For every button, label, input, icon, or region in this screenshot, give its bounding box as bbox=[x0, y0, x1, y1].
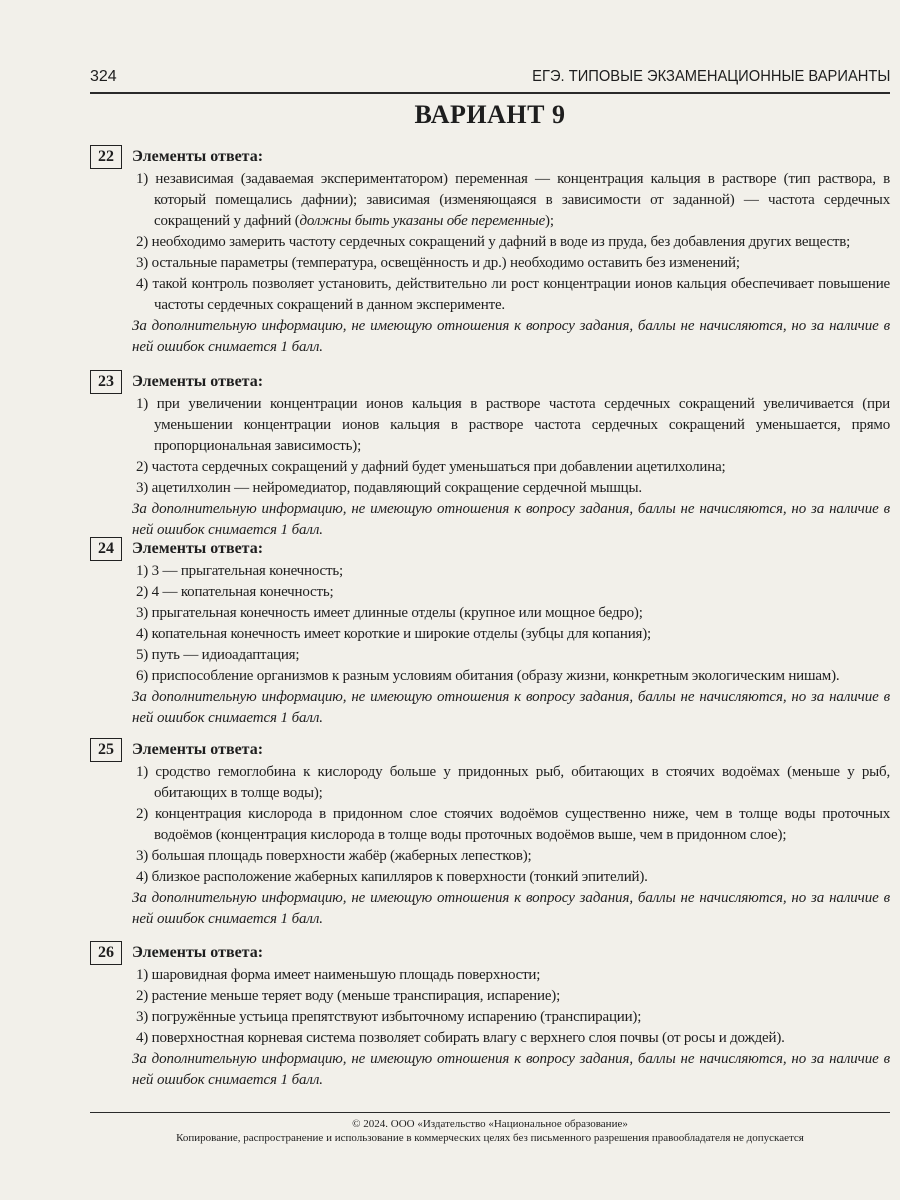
answer-section-25 bbox=[90, 738, 890, 930]
list-item: 2) частота сердечных сокращений у дафний будет уменьшаться при добавлении ацетилхолина; bbox=[136, 459, 726, 475]
list-item: 3) большая площадь поверхности жабёр (жаберных лепестков); bbox=[136, 848, 532, 864]
list-item: 1) при увеличении концентрации ионов кальция в растворе частота сердечных сокращений увеличивается (при уменьшении концентрации ионов кальция в растворе частота сердечных сокращений уменьшается, прямо пропорциональная зависимость); bbox=[136, 396, 890, 454]
copy-notice: Копирование, распространение и использование в коммерческих целях без письменного разрешения правообладателя не допускается bbox=[176, 1132, 804, 1144]
list-item: 1) сродство гемоглобина к кислороду больше у придонных рыб, обитающих в стоячих водоёмах (меньше у рыб, обитающих в толще воды); bbox=[136, 764, 890, 801]
answer-section-24 bbox=[90, 537, 890, 729]
list-item: 2) растение меньше теряет воду (меньше транспирация, испарение); bbox=[136, 988, 561, 1004]
scoring-note: За дополнительную информацию, не имеющую отношения к вопросу задания, баллы не начисляются, но за наличие в ней ошибок снимается 1 балл. bbox=[132, 890, 890, 927]
list-item: 4) копательная конечность имеет короткие и широкие отделы (зубцы для копания); bbox=[136, 626, 652, 642]
variant-title: ВАРИАНТ 9 bbox=[414, 100, 566, 129]
list-item: 4) поверхностная корневая система позволяет собирать влагу с верхнего слоя почвы (от росы и дождей). bbox=[136, 1030, 785, 1046]
list-item: 4) близкое расположение жаберных капилляров к поверхности (тонкий эпителий). bbox=[136, 869, 648, 885]
list-item: 4) такой контроль позволяет установить, действительно ли рост концентрации ионов кальция обеспечивает повышение частоты сердечных сокращений в данном эксперименте. bbox=[136, 276, 890, 313]
section-heading: Элементы ответа: bbox=[132, 540, 264, 557]
answer-section-26 bbox=[90, 941, 890, 1091]
list-item: 3) ацетилхолин — нейромедиатор, подавляющий сокращение сердечной мышцы. bbox=[136, 480, 642, 496]
list-item: 3) прыгательная конечность имеет длинные отделы (крупное или мощное бедро); bbox=[136, 605, 643, 621]
answer-section-22 bbox=[90, 145, 890, 358]
section-heading: Элементы ответа: bbox=[132, 741, 264, 758]
list-item: 5) путь — идиоадаптация; bbox=[136, 647, 300, 663]
running-header bbox=[90, 66, 890, 94]
list-item: 1) независимая (задаваемая экспериментатором) переменная — концентрация кальция в растворе (тип раствора, в который помещались дафнии); зависимая (изменяющаяся в зависимости от заданной) — частота сердечных сокращений у дафний (должны быть указаны обе переменные); bbox=[136, 171, 890, 229]
scoring-note: За дополнительную информацию, не имеющую отношения к вопросу задания, баллы не начисляются, но за наличие в ней ошибок снимается 1 балл. bbox=[132, 501, 890, 538]
list-item: 2) 4 — копательная конечность; bbox=[136, 584, 334, 600]
task-number: 23 bbox=[90, 370, 122, 394]
task-number: 26 bbox=[90, 941, 122, 965]
list-item: 6) приспособление организмов к разным условиям обитания (образу жизни, конкретным экологическим нишам). bbox=[136, 668, 840, 684]
section-heading: Элементы ответа: bbox=[132, 944, 264, 961]
list-item: 2) необходимо замерить частоту сердечных сокращений у дафний в воде из пруда, без добавления других веществ; bbox=[136, 234, 851, 250]
page-footer bbox=[90, 1112, 890, 1145]
answer-section-23 bbox=[90, 370, 890, 541]
section-heading: Элементы ответа: bbox=[132, 148, 264, 165]
page-number: 324 bbox=[90, 68, 117, 85]
scoring-note: За дополнительную информацию, не имеющую отношения к вопросу задания, баллы не начисляются, но за наличие в ней ошибок снимается 1 балл. bbox=[132, 1051, 890, 1088]
task-number: 22 bbox=[90, 145, 122, 169]
list-item: 3) остальные параметры (температура, освещённость и др.) необходимо оставить без изменений; bbox=[136, 255, 740, 271]
task-number: 25 bbox=[90, 738, 122, 762]
section-heading: Элементы ответа: bbox=[132, 373, 264, 390]
running-title: ЕГЭ. ТИПОВЫЕ ЭКЗАМЕНАЦИОННЫЕ ВАРИАНТЫ bbox=[531, 68, 890, 85]
scoring-note: За дополнительную информацию, не имеющую отношения к вопросу задания, баллы не начисляются, но за наличие в ней ошибок снимается 1 балл. bbox=[132, 689, 890, 726]
list-item: 1) шаровидная форма имеет наименьшую площадь поверхности; bbox=[136, 967, 541, 983]
list-item: 1) 3 — прыгательная конечность; bbox=[136, 563, 343, 579]
scoring-note: За дополнительную информацию, не имеющую отношения к вопросу задания, баллы не начисляются, но за наличие в ней ошибок снимается 1 балл. bbox=[132, 318, 890, 355]
task-number: 24 bbox=[90, 537, 122, 561]
list-item: 2) концентрация кислорода в придонном слое стоячих водоёмов существенно ниже, чем в толще воды проточных водоёмов (концентрация кислорода в толще воды проточных водоёмов выше, чем в придонном слое); bbox=[136, 806, 890, 843]
copyright: © 2024. ООО «Издательство «Национальное образование» bbox=[352, 1118, 628, 1130]
list-item: 3) погружённые устьица препятствуют избыточному испарению (транспирации); bbox=[136, 1009, 642, 1025]
